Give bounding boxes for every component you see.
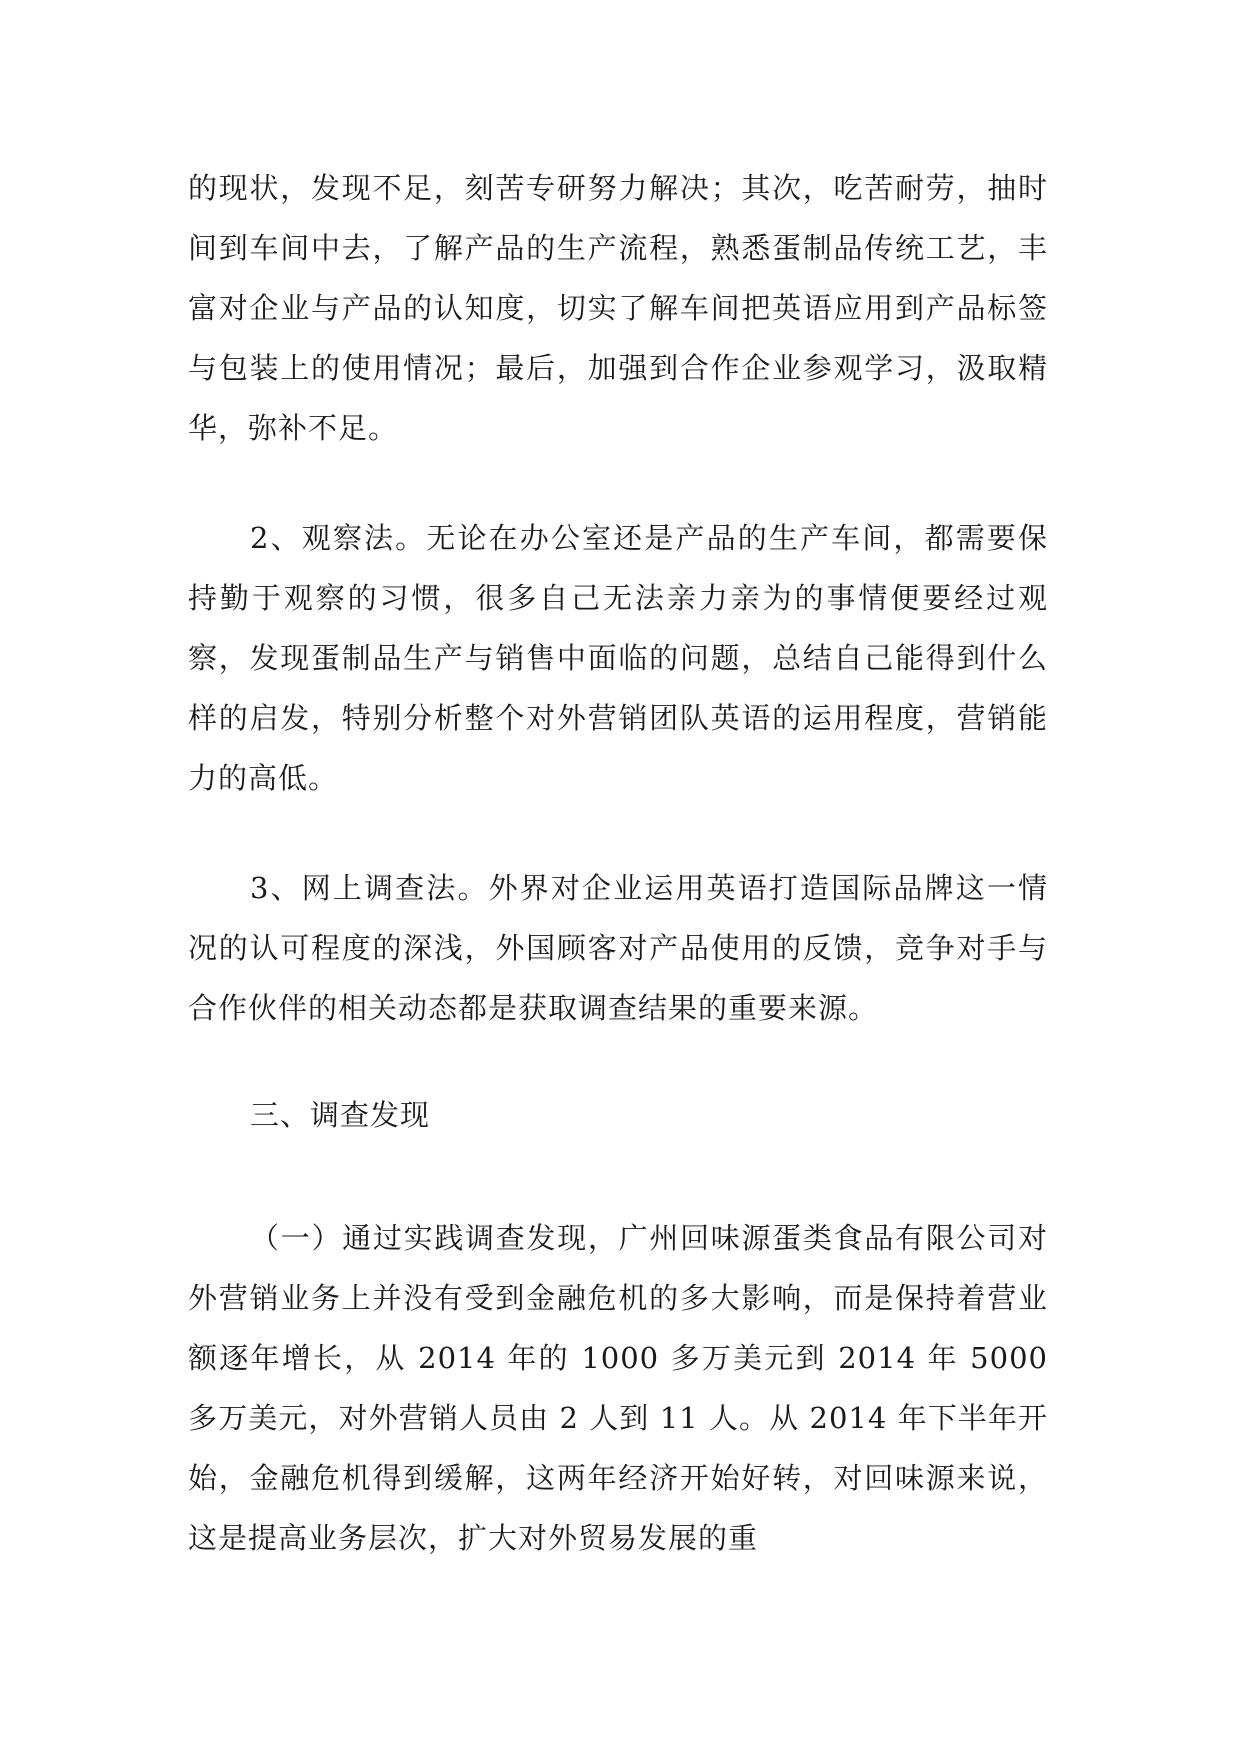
section-heading-findings: 三、调查发现 [250,1098,431,1132]
paragraph-observation-method: 2、观察法。无论在办公室还是产品的生产车间，都需要保持勤于观察的习惯，很多自己无法亲力亲为的事情便要经过观察，发现蛋制品生产与销售中面临的问题，总结自己能得到什么样的启发，特别分析整个对外营销团队英语的运用程度，营销能力的高低。 [188,521,1048,795]
paragraph-findings-one: （一）通过实践调查发现，广州回味源蛋类食品有限公司对外营销业务上并没有受到金融危机的多大影响，而是保持着营业额逐年增长，从 2014 年的 1000 多万美元到 2014 年 5000 多万美元，对外营销人员由 2 人到 11 人。从 2014 年下半年开始，金融危机得到缓解，这两年经济开始好转，对回味源来说，这是提高业务层次，扩大对外贸易发展的重 [188,1221,1048,1555]
paragraph-continuation: 的现状，发现不足，刻苦专研努力解决；其次，吃苦耐劳，抽时间到车间中去，了解产品的生产流程，熟悉蛋制品传统工艺，丰富对企业与产品的认知度，切实了解车间把英语应用到产品标签与包装上的使用情况；最后，加强到合作企业参观学习，汲取精华，弥补不足。 [188,171,1048,445]
paragraph-online-survey-method: 3、网上调查法。外界对企业运用英语打造国际品牌这一情况的认可程度的深浅，外国顾客对产品使用的反馈，竞争对手与合作伙伴的相关动态都是获取调查结果的重要来源。 [188,871,1048,1025]
